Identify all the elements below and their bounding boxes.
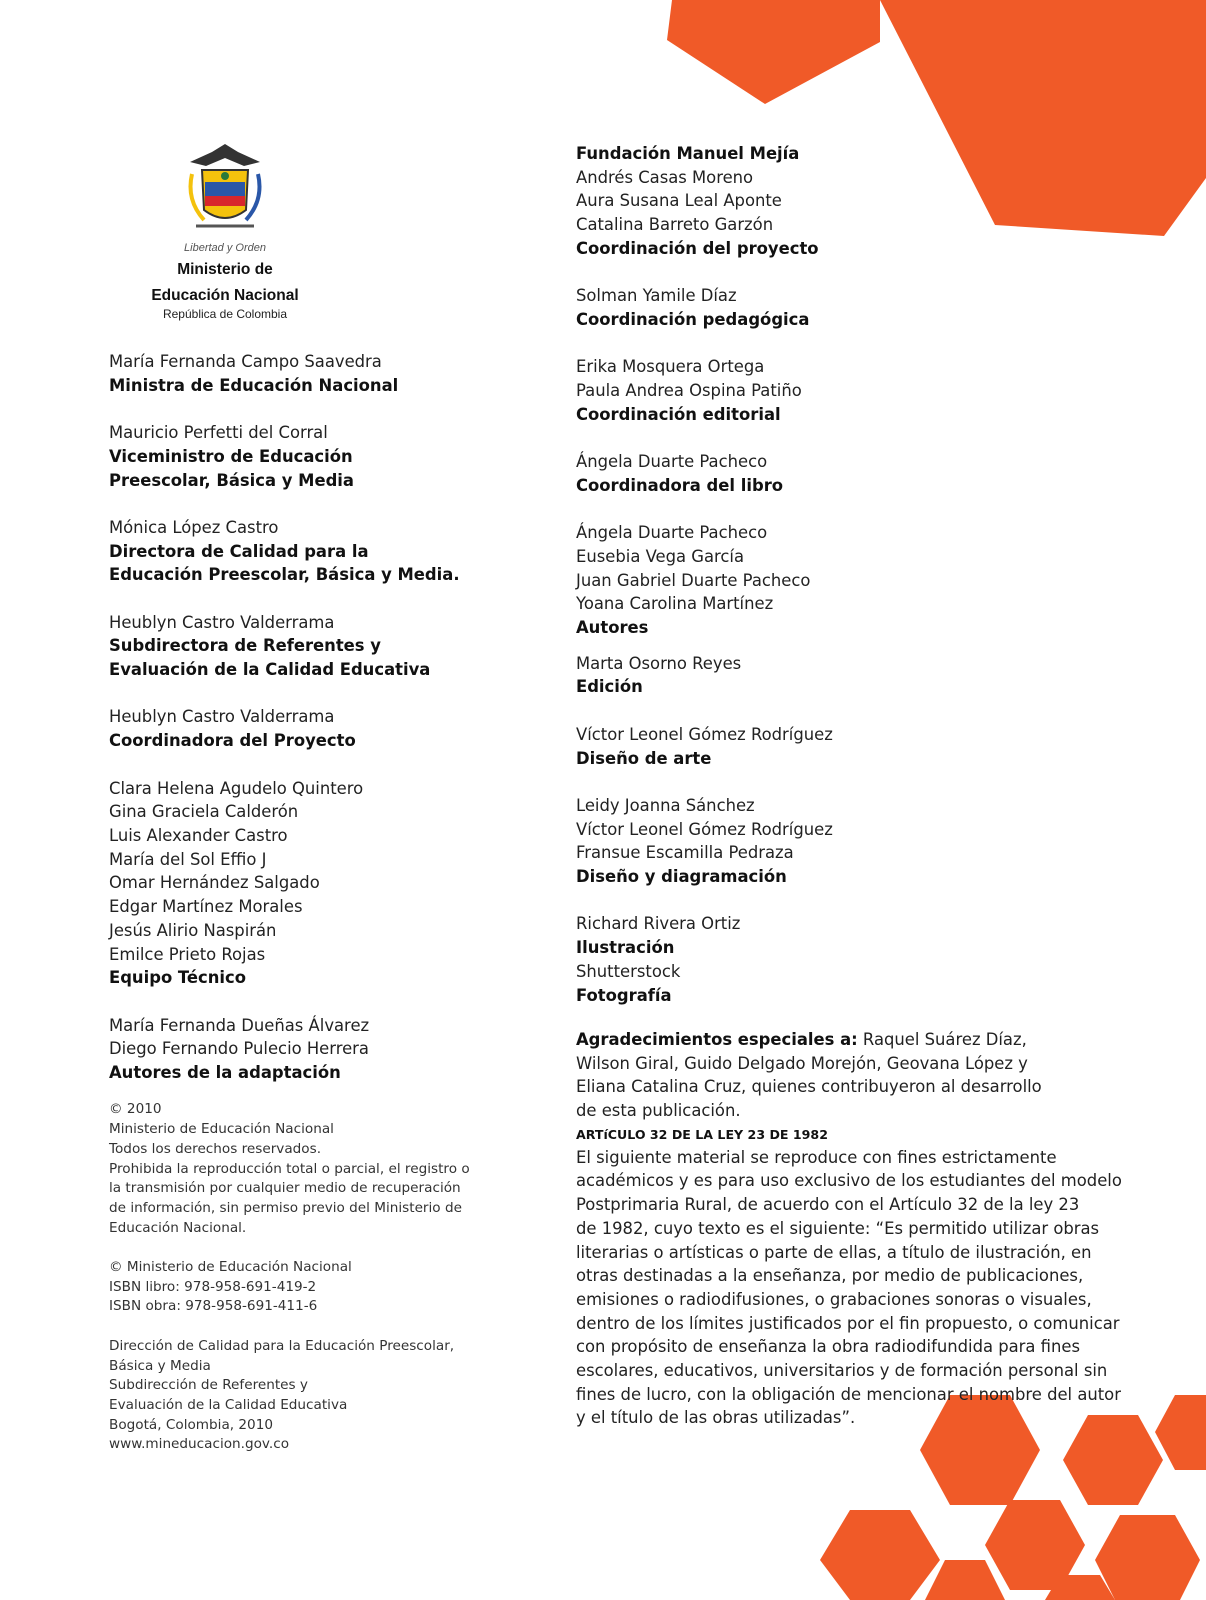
credit-block [109,1014,549,1085]
role-title: Autores de la adaptación [109,1063,341,1082]
role-title: Coordinación del proyecto [576,238,819,258]
person-name: Catalina Barreto Garzón [576,215,774,235]
coat-of-arms-icon [182,140,268,244]
special-thanks [576,1028,1046,1123]
credit-block [109,516,549,587]
article-line: literarias o artísticas o parte de ellas, a título de ilustración, en [576,1242,1092,1262]
role-title: Directora de Calidad para la [109,541,369,561]
thanks-line: Wilson Giral, Guido Delgado Morejón, Geovana López y [576,1053,1028,1073]
person-name: Aura Susana Leal Aponte [576,191,782,211]
hexagon [820,1510,940,1600]
article-line: otras destinadas a la enseñanza, por medio de publicaciones, [576,1266,1084,1286]
person-name: Andrés Casas Moreno [576,167,754,187]
legal-line: Evaluación de la Calidad Educativa [109,1396,348,1413]
person-name: Víctor Leonel Gómez Rodríguez [576,724,833,744]
article-line: dentro de los límites justificados por el fin propuesto, o comunicar [576,1313,1120,1333]
person-name: Richard Rivera Ortiz [576,914,741,934]
credit-block [576,450,1046,497]
person-name: Heublyn Castro Valderrama [109,707,335,727]
left-credits [109,350,549,1085]
person-name: Paula Andrea Ospina Patiño [576,381,802,400]
legal-line: www.mineducacion.gov.co [109,1436,290,1453]
legal-line: Subdirección de Referentes y [109,1377,308,1394]
legal-line: de información, sin permiso previo del Ministerio de [109,1199,462,1216]
credit-block [576,960,1046,1007]
credit-block [576,284,1046,331]
role-title: Ilustración [576,938,675,958]
legal-line: Dirección de Calidad para la Educación Preescolar, [109,1337,455,1354]
thanks-line: Raquel Suárez Díaz, [857,1029,1027,1049]
article-line: fines de lucro, con la obligación de mencionar el nombre del autor [576,1384,1121,1404]
article-line: Postprimaria Rural, de acuerdo con el Artículo 32 de la ley 23 [576,1195,1080,1215]
person-name: Luis Alexander Castro [109,825,288,845]
legal-line: Educación Nacional. [109,1219,247,1236]
role-title: Coordinadora del libro [576,475,784,495]
credit-block [109,421,549,492]
person-name: Omar Hernández Salgado [109,873,320,893]
logo-motto: Libertad y Orden [184,242,266,254]
hexagon [925,1560,1005,1600]
credit-block [576,521,1046,640]
role-title: Diseño y diagramación [576,867,787,886]
person-name: Emilce Prieto Rojas [109,944,266,964]
credit-block [109,350,549,397]
logo-line-2: Educación Nacional [151,287,299,304]
role-title: Coordinación editorial [576,404,781,424]
legal-line: ISBN libro: 978-958-691-419-2 [109,1278,317,1295]
person-name: María Fernanda Dueñas Álvarez [109,1015,370,1035]
role-title: Subdirectora de Referentes y [109,636,381,656]
legal-line: Ministerio de Educación Nacional [109,1121,334,1138]
role-title: Fotografía [576,985,672,1005]
thanks-label: Agradecimientos especiales a: [576,1029,858,1049]
person-name: María Fernanda Campo Saavedra [109,352,382,371]
role-title: Viceministro de Educación [109,446,353,466]
person-name: Ángela Duarte Pacheco [576,452,768,472]
person-name: Diego Fernando Pulecio Herrera [109,1039,369,1059]
article-line: escolares, educativos, universitarios y de formación personal sin [576,1361,1108,1381]
person-name: Marta Osorno Reyes [576,653,742,673]
person-name: Víctor Leonel Gómez Rodríguez [576,819,833,839]
person-name: Leidy Joanna Sánchez [576,795,755,815]
thanks-line: de esta publicación. [576,1101,741,1120]
copyright-notice [109,1100,549,1238]
person-name: Heublyn Castro Valderrama [109,612,335,632]
legal-line: ISBN obra: 978-958-691-411-6 [109,1298,318,1315]
role-title: Educación Preescolar, Básica y Media. [109,565,460,585]
logo-line-1: Ministerio de [177,261,273,278]
role-title: Preescolar, Básica y Media [109,470,354,490]
role-title: Edición [576,677,643,697]
person-name: Juan Gabriel Duarte Pacheco [576,570,811,590]
article-line: académicos y es para uso exclusivo de los estudiantes del modelo [576,1171,1122,1191]
role-title: Diseño de arte [576,748,712,768]
right-column [576,142,1122,1430]
hexagon [1095,1515,1200,1600]
logo-line-3: República de Colombia [162,307,288,321]
credit-block [109,777,549,990]
person-name: Gina Graciela Calderón [109,802,299,822]
thanks-line: Eliana Catalina Cruz, quienes contribuyeron al desarrollo [576,1077,1042,1097]
article-title: ARTíCULO 32 DE LA LEY 23 DE 1982 [576,1126,828,1142]
person-name: Edgar Martínez Morales [109,897,303,917]
person-name: Mauricio Perfetti del Corral [109,423,328,443]
person-name: Clara Helena Agudelo Quintero [109,778,364,798]
legal-line: © Ministerio de Educación Nacional [109,1259,352,1275]
role-title: Coordinadora del Proyecto [109,731,356,751]
article-line: y el título de las obras utilizadas”. [576,1408,856,1428]
legal-line: Todos los derechos reservados. [109,1140,322,1157]
credit-block [109,705,549,752]
credit-block [576,355,1046,426]
publisher-address [109,1337,549,1455]
credit-block [576,912,1046,959]
person-name: María del Sol Effio J [109,849,267,869]
person-name: Eusebia Vega García [576,546,744,566]
credit-block [576,723,1046,770]
organization-name: Fundación Manuel Mejía [576,144,800,163]
top-orange-shape-left [667,0,880,104]
person-name: Jesús Alirio Naspirán [109,920,277,940]
hexagon [1155,1395,1206,1470]
legal-line: Prohibida la reproducción total o parcial, el registro o [109,1160,470,1177]
role-title: Coordinación pedagógica [576,309,810,329]
person-name: Ángela Duarte Pacheco [576,523,768,543]
article-text [576,1146,1122,1430]
legal-line: Básica y Media [109,1357,211,1374]
person-name: Yoana Carolina Martínez [576,594,774,614]
right-credits [576,142,1046,1007]
legal-line: Bogotá, Colombia, 2010 [109,1416,274,1433]
article-line: de 1982, cuyo texto es el siguiente: “Es permitido utilizar obras [576,1218,1100,1238]
article-line: El siguiente material se reproduce con fines estrictamente [576,1147,1057,1167]
article-line: con propósito de enseñanza la obra radiodifundida para fines [576,1337,1081,1357]
role-title: Evaluación de la Calidad Educativa [109,660,431,680]
hexagon [1063,1415,1163,1505]
credit-block [109,611,549,682]
left-column [109,140,549,1455]
person-name: Mónica López Castro [109,517,279,537]
person-name: Solman Yamile Díaz [576,286,737,306]
isbn-info [109,1258,549,1317]
person-name: Shutterstock [576,961,681,981]
role-title: Autores [576,618,649,637]
role-title: Equipo Técnico [109,968,247,988]
person-name: Fransue Escamilla Pedraza [576,843,794,863]
article-line: emisiones o radiodifusiones, o grabaciones sonoras o visuales, [576,1289,1092,1309]
credit-block [576,142,1046,261]
person-name: Erika Mosquera Ortega [576,357,765,377]
ministry-logo [105,140,345,322]
legal-line: © 2010 [109,1101,162,1118]
credit-block [576,652,1046,699]
role-title: Ministra de Educación Nacional [109,375,399,395]
legal-line: la transmisión por cualquier medio de recuperación [109,1180,461,1197]
legal-notice [109,1100,549,1455]
credit-block [576,794,1046,889]
